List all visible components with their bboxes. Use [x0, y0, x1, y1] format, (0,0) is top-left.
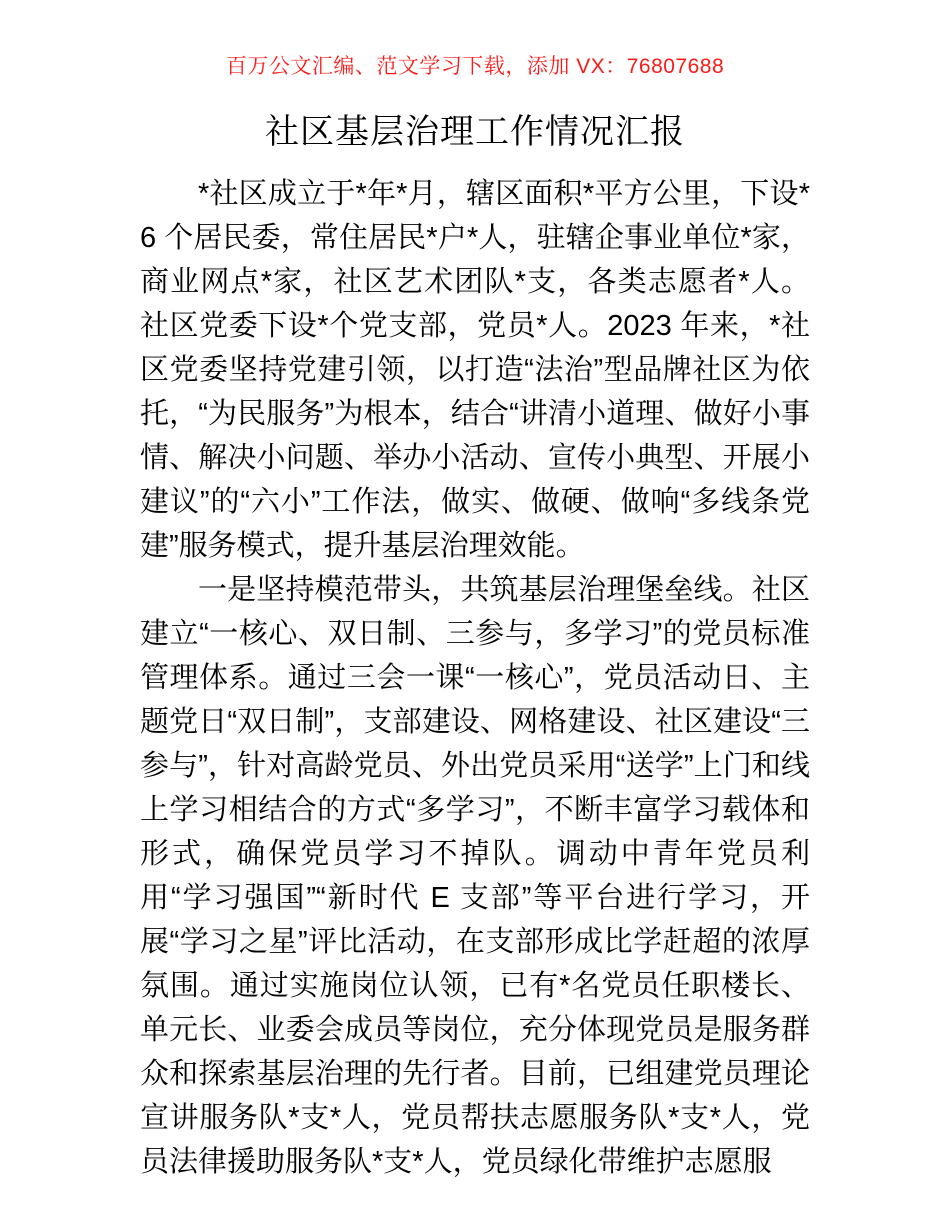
paragraph-overview: *社区成立于*年*月，辖区面积*平方公里，下设*6 个居民委，常住居民*户*人，驻辖企事业单位*家，商业网点*家，社区艺术团队*支，各类志愿者*人。社区党委下设*个党支部，党员*人。2023 年来，*社区党委坚持党建引领，以打造“法治”型品牌社区为依托，“为民服务”为根本，结合“讲清小道理、做好小事情、解决小问题、举办小活动、宣传小典型、开展小建议”的“六小”工作法，做实、做硬、做响“多线条党建”服务模式，提升基层治理效能。: [140, 178, 810, 562]
document-body: [140, 172, 810, 1184]
paragraph-section-one: 一是坚持模范带头，共筑基层治理堡垒线。社区建立“一核心、双日制、三参与，多学习”的党员标准管理体系。通过三会一课“一核心”，党员活动日、主题党日“双日制”，支部建设、网格建设、社区建设“三参与”，针对高龄党员、外出党员采用“送学”上门和线上学习相结合的方式“多学习”，不断丰富学习载体和形式，确保党员学习不掉队。调动中青年党员利用“学习强国”“新时代 E 支部”等平台进行学习，开展“学习之星”评比活动，在支部形成比学赶超的浓厚氛围。通过实施岗位认领，已有*名党员任职楼长、单元长、业委会成员等岗位，充分体现党员是服务群众和探索基层治理的先行者。目前，已组建党员理论宣讲服务队*支*人，党员帮扶志愿服务队*支*人，党员法律援助服务队*支*人，党员绿化带维护志愿服: [140, 574, 810, 1178]
header-notice: 百万公文汇编、范文学习下载，添加 VX：76807688: [225, 55, 725, 78]
page-title: 社区基层治理工作情况汇报: [265, 113, 685, 151]
